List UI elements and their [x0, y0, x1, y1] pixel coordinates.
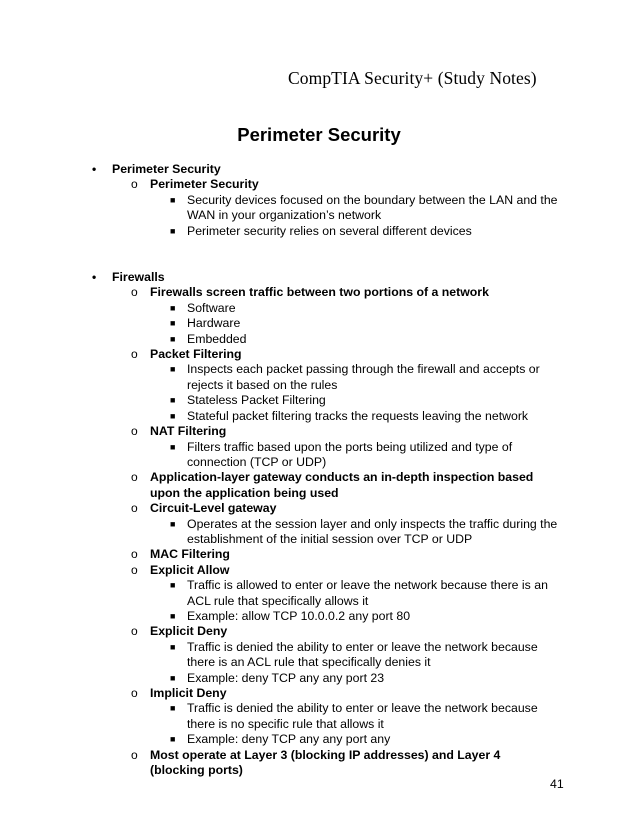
- outline-level2-item: [0, 177, 638, 192]
- item-label: Most operate at Layer 3 (blocking IP addresses) and Layer 4 (blocking ports): [150, 747, 501, 778]
- point-text: Example: allow TCP 10.0.0.2 any port 80: [187, 608, 411, 623]
- outline-level3-item: [0, 224, 638, 239]
- bullet-marker: •: [92, 270, 97, 285]
- point-text: Filters traffic based upon the ports being utilized and type of connection (TCP or UDP): [187, 439, 513, 469]
- square-marker: ■: [170, 410, 176, 421]
- point-text: Traffic is allowed to enter or leave the network because there is an ACL rule that specifically allows it: [187, 578, 548, 608]
- square-marker: ■: [170, 672, 176, 683]
- outline-level2-item: [0, 347, 638, 362]
- outline-level1-item: [0, 270, 638, 285]
- point-text: Stateless Packet Filtering: [187, 393, 326, 408]
- circle-marker: o: [131, 501, 138, 516]
- item-label: Explicit Deny: [150, 624, 228, 639]
- circle-marker: o: [131, 424, 138, 439]
- point-text: Example: deny TCP any any port 23: [187, 670, 385, 685]
- square-marker: ■: [170, 703, 176, 714]
- outline-level3-item: [0, 316, 638, 331]
- item-label: Application-layer gateway conducts an in-depth inspection based upon the application being used: [150, 470, 534, 500]
- outline-level3-item: [0, 193, 638, 224]
- running-header: CompTIA Security+ (Study Notes): [288, 68, 537, 88]
- point-text: Example: deny TCP any any port any: [187, 732, 391, 747]
- outline-level2-item: [0, 547, 638, 562]
- point-text: Embedded: [187, 331, 247, 346]
- square-marker: ■: [170, 518, 176, 529]
- outline-level2-item: [0, 424, 638, 439]
- outline-level3-item: [0, 332, 638, 347]
- circle-marker: o: [131, 547, 138, 562]
- circle-marker: o: [131, 347, 138, 362]
- point-text: Hardware: [187, 316, 241, 331]
- item-label: Packet Filtering: [150, 347, 242, 362]
- item-label: Perimeter Security: [150, 177, 259, 192]
- point-text: Traffic is denied the ability to enter or leave the network because there is no specific rule that allows it: [187, 701, 538, 731]
- bullet-marker: •: [92, 162, 97, 176]
- square-marker: ■: [170, 395, 176, 406]
- outline-level3-item: [0, 701, 638, 732]
- circle-marker: o: [131, 562, 138, 577]
- point-text: Perimeter security relies on several different devices: [187, 223, 472, 238]
- outline-level3-item: [0, 301, 638, 316]
- circle-marker: o: [131, 285, 138, 300]
- item-label: MAC Filtering: [150, 547, 230, 562]
- point-text: Traffic is denied the ability to enter or leave the network because there is an ACL rule that specifically denies it: [187, 639, 538, 670]
- square-marker: ■: [170, 610, 176, 621]
- outline-level2-item: [0, 624, 638, 639]
- square-marker: ■: [170, 318, 176, 329]
- outline-level3-item: [0, 362, 638, 393]
- square-marker: ■: [170, 364, 176, 375]
- circle-marker: o: [131, 470, 138, 485]
- circle-marker: o: [131, 747, 138, 762]
- square-marker: ■: [170, 734, 176, 745]
- outline-level2-item: [0, 563, 638, 578]
- outline-level2-item: [0, 501, 638, 516]
- square-marker: ■: [170, 225, 176, 236]
- item-label: Firewalls screen traffic between two portions of a network: [150, 285, 489, 300]
- circle-marker: o: [131, 686, 138, 700]
- circle-marker: o: [131, 177, 138, 192]
- outline-level3-item: [0, 732, 638, 747]
- outline-level2-item: [0, 285, 638, 300]
- point-text: Software: [187, 300, 236, 315]
- notes-outline: [0, 162, 638, 778]
- outline-level2-item: [0, 470, 638, 501]
- square-marker: ■: [170, 333, 176, 344]
- section-label: Firewalls: [112, 270, 165, 285]
- outline-level3-item: [0, 609, 638, 624]
- item-label: Circuit-Level gateway: [150, 501, 277, 516]
- outline-level3-item: [0, 578, 638, 609]
- outline-level3-item: [0, 393, 638, 408]
- outline-level2-item: [0, 748, 638, 779]
- page-number: 41: [550, 777, 564, 791]
- item-label: Explicit Allow: [150, 562, 230, 577]
- outline-level3-item: [0, 409, 638, 424]
- item-label: NAT Filtering: [150, 424, 227, 439]
- outline-level3-item: [0, 640, 638, 671]
- section-label: Perimeter Security: [112, 162, 221, 176]
- point-text: Stateful packet filtering tracks the requests leaving the network: [187, 408, 529, 423]
- square-marker: ■: [170, 441, 176, 452]
- page-title: Perimeter Security: [237, 124, 401, 145]
- outline-level1-item: [0, 162, 638, 177]
- square-marker: ■: [170, 302, 176, 313]
- circle-marker: o: [131, 624, 138, 639]
- square-marker: ■: [170, 194, 176, 205]
- item-label: Implicit Deny: [150, 686, 227, 700]
- square-marker: ■: [170, 580, 176, 591]
- square-marker: ■: [170, 641, 176, 652]
- point-text: Security devices focused on the boundary between the LAN and the WAN in your organization’s network: [187, 192, 558, 223]
- point-text: Inspects each packet passing through the firewall and accepts or rejects it based on the rules: [187, 362, 540, 392]
- outline-level3-item: [0, 440, 638, 471]
- point-text: Operates at the session layer and only inspects the traffic during the establishment of the initial session over TCP or UDP: [187, 516, 558, 546]
- outline-level2-item: [0, 686, 638, 701]
- outline-level3-item: [0, 517, 638, 548]
- outline-level3-item: [0, 671, 638, 686]
